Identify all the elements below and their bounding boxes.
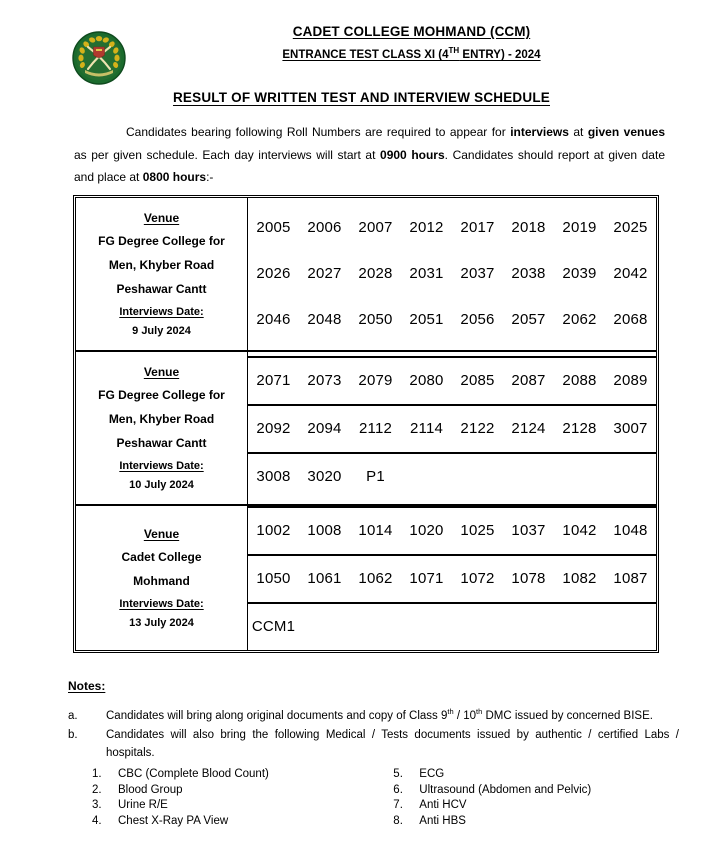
roll-row <box>248 205 656 251</box>
roll-number: 2048 <box>307 311 342 328</box>
roll-numbers-grid <box>248 356 656 500</box>
roll-number: 2079 <box>350 357 401 405</box>
doc-title: CADET COLLEGE MOHMAND (CCM) <box>292 24 531 39</box>
test-number: 6. <box>393 783 403 796</box>
doc-subtitle-before: ENTRANCE TEST CLASS XI (4 <box>282 49 449 61</box>
roll-row <box>248 507 656 555</box>
test-label: CBC (Complete Blood Count) <box>118 768 269 780</box>
roll-number: 2027 <box>307 265 342 282</box>
roll-number: 2039 <box>562 265 597 282</box>
roll-numbers-grid <box>248 205 656 343</box>
roll-number <box>605 453 656 500</box>
roll-numbers-cell <box>248 505 657 651</box>
roll-number: 1087 <box>605 555 656 603</box>
venue-label: Venue <box>143 211 180 225</box>
roll-number: 1025 <box>452 507 503 555</box>
roll-number: P1 <box>350 453 401 500</box>
title-block <box>140 22 683 65</box>
roll-number: 2062 <box>562 311 597 328</box>
intro-bold-0900-hours: 0900 hours <box>380 147 445 162</box>
test-number: 2. <box>92 783 102 796</box>
note-item <box>68 726 679 762</box>
roll-number: 3020 <box>299 453 350 500</box>
roll-number <box>401 603 452 650</box>
doc-subtitle-after: ENTRY) - 2024 <box>459 49 541 61</box>
note-marker: a. <box>68 710 78 722</box>
list-item <box>393 767 683 783</box>
roll-number: 2087 <box>503 357 554 405</box>
document-header <box>0 0 723 105</box>
intro-text-4: . Candidates should report at given date and place at <box>74 147 665 184</box>
roll-numbers-cell <box>248 351 657 505</box>
roll-number: 2114 <box>401 405 452 453</box>
interviews-date-value: 13 July 2024 <box>129 617 194 629</box>
venue-line: Men, Khyber Road <box>108 258 215 272</box>
roll-row <box>248 453 656 500</box>
roll-number <box>452 603 503 650</box>
roll-number: 2085 <box>452 357 503 405</box>
note-text: Candidates will also bring the following Medical / Tests documents issued by authentic / certified Labs / hospitals. <box>106 729 679 759</box>
roll-number: 1048 <box>605 507 656 555</box>
roll-number: 1071 <box>401 555 452 603</box>
schedule-table <box>75 197 657 651</box>
venue-line: Mohmand <box>133 574 190 588</box>
roll-number: 2031 <box>409 265 444 282</box>
note-text-mid: / 10 <box>453 710 477 722</box>
roll-number: 1072 <box>452 555 503 603</box>
venue-label: Venue <box>143 365 180 379</box>
roll-number: 2017 <box>460 219 495 236</box>
venue-line: Men, Khyber Road <box>108 412 215 426</box>
note-item <box>68 707 679 725</box>
roll-number <box>350 603 401 650</box>
roll-number: 1037 <box>503 507 554 555</box>
roll-number <box>299 603 350 650</box>
roll-number: 2012 <box>409 219 444 236</box>
roll-number: 2042 <box>613 265 648 282</box>
roll-row <box>248 405 656 453</box>
medical-tests-column-left <box>92 767 393 829</box>
table-row <box>76 198 657 352</box>
note-superscript-9th: th <box>447 707 454 717</box>
interviews-date-label: Interviews Date: <box>119 598 204 610</box>
college-crest-logo <box>72 31 126 85</box>
roll-number: 2071 <box>248 357 299 405</box>
roll-number: 2073 <box>299 357 350 405</box>
roll-number: 2019 <box>562 219 597 236</box>
roll-number <box>452 453 503 500</box>
roll-number: 3008 <box>248 453 299 500</box>
roll-number: 2046 <box>256 311 291 328</box>
roll-number: 1082 <box>554 555 605 603</box>
intro-text-2: at <box>568 125 588 139</box>
intro-text-3: as per given schedule. Each day interviews will start at <box>74 147 381 162</box>
list-item <box>92 783 393 799</box>
roll-number: 2038 <box>511 265 546 282</box>
note-marker: b. <box>68 729 78 741</box>
list-item <box>393 783 683 799</box>
interviews-date-label: Interviews Date: <box>119 460 204 472</box>
test-number: 4. <box>92 814 102 827</box>
intro-paragraph <box>74 121 665 189</box>
table-row <box>76 351 657 505</box>
roll-number: 2037 <box>460 265 495 282</box>
interviews-date-value: 10 July 2024 <box>129 479 194 491</box>
roll-numbers-cell <box>248 198 657 352</box>
venue-cell <box>76 351 248 505</box>
interviews-date-value: 9 July 2024 <box>132 325 191 337</box>
roll-number: 2080 <box>401 357 452 405</box>
schedule-table-wrapper <box>73 195 659 653</box>
roll-number: 1008 <box>299 507 350 555</box>
medical-tests-list <box>92 767 683 829</box>
notes-section <box>68 679 679 763</box>
note-text <box>106 707 679 725</box>
roll-number: 2089 <box>605 357 656 405</box>
roll-numbers-grid <box>248 506 656 650</box>
intro-bold-0800-hours: 0800 hours <box>142 170 207 184</box>
roll-number <box>605 603 656 650</box>
roll-number: 2007 <box>358 219 393 236</box>
intro-text-5: :- <box>206 170 214 184</box>
test-number: 8. <box>393 814 403 827</box>
roll-number: 2018 <box>511 219 546 236</box>
test-label: Blood Group <box>118 783 183 796</box>
venue-line: Peshawar Cantt <box>116 282 207 296</box>
list-item <box>92 814 393 830</box>
notes-title: Notes: <box>68 679 106 693</box>
roll-number: 2128 <box>554 405 605 453</box>
roll-number: 2088 <box>554 357 605 405</box>
roll-number <box>503 453 554 500</box>
note-text-after: DMC issued by concerned BISE. <box>482 710 653 722</box>
roll-number: 2006 <box>307 219 342 236</box>
test-number: 3. <box>92 799 102 811</box>
roll-number: 2094 <box>299 405 350 453</box>
list-item <box>393 814 683 830</box>
roll-number: 1050 <box>248 555 299 603</box>
roll-number: 2112 <box>350 405 401 453</box>
roll-number: 2050 <box>358 311 393 328</box>
roll-row <box>248 251 656 297</box>
doc-heading: RESULT OF WRITTEN TEST AND INTERVIEW SCHEDULE <box>172 90 550 105</box>
list-item <box>92 767 393 783</box>
test-label: Ultrasound (Abdomen and Pelvic) <box>419 783 592 796</box>
roll-number: 1020 <box>401 507 452 555</box>
roll-number: 2092 <box>248 405 299 453</box>
doc-subtitle <box>140 45 683 65</box>
intro-text-1: Candidates bearing following Roll Numbers are required to appear for <box>126 125 511 139</box>
test-label: Urine R/E <box>118 799 168 811</box>
test-label: Anti HBS <box>419 814 466 827</box>
note-text-before: Candidates will bring along original documents and copy of Class 9 <box>106 710 448 722</box>
interviews-date-label: Interviews Date: <box>119 306 204 318</box>
medical-tests-column-right <box>393 767 683 829</box>
venue-line: Peshawar Cantt <box>116 436 207 450</box>
roll-number: 2025 <box>613 219 648 236</box>
test-label: ECG <box>419 768 445 780</box>
venue-line: Cadet College <box>121 550 202 564</box>
roll-number <box>554 453 605 500</box>
roll-number <box>503 603 554 650</box>
intro-bold-interviews: interviews <box>510 125 569 139</box>
list-item <box>92 798 393 814</box>
venue-cell <box>76 505 248 651</box>
list-item <box>393 798 683 814</box>
roll-row <box>248 357 656 405</box>
roll-row <box>248 297 656 343</box>
roll-number: 1042 <box>554 507 605 555</box>
roll-number: 1078 <box>503 555 554 603</box>
roll-number <box>554 603 605 650</box>
venue-line: FG Degree College for <box>98 234 225 248</box>
roll-number: 2026 <box>256 265 291 282</box>
test-label: Chest X-Ray PA View <box>118 814 229 827</box>
roll-number: 2005 <box>256 219 291 236</box>
venue-line: FG Degree College for <box>98 388 225 402</box>
roll-number: 1061 <box>299 555 350 603</box>
test-number: 7. <box>393 799 403 811</box>
roll-number: 1062 <box>350 555 401 603</box>
roll-number: 3007 <box>605 405 656 453</box>
test-number: 1. <box>92 768 102 780</box>
note-superscript-10th: th <box>476 707 483 717</box>
roll-number: 2057 <box>511 311 546 328</box>
roll-number: 2056 <box>460 311 495 328</box>
roll-number: 2124 <box>503 405 554 453</box>
roll-number: 2122 <box>452 405 503 453</box>
test-label: Anti HCV <box>419 799 467 811</box>
venue-label: Venue <box>143 527 180 541</box>
venue-cell <box>76 198 248 352</box>
roll-number: 1014 <box>350 507 401 555</box>
roll-number: 2068 <box>613 311 648 328</box>
roll-number <box>401 453 452 500</box>
roll-row <box>248 603 656 650</box>
roll-row <box>248 555 656 603</box>
roll-number: CCM1 <box>248 603 299 650</box>
roll-number: 2051 <box>409 311 444 328</box>
roll-number: 2028 <box>358 265 393 282</box>
doc-subtitle-superscript: TH <box>448 46 460 56</box>
test-number: 5. <box>393 768 403 780</box>
intro-bold-given-venues: given venues <box>587 125 666 139</box>
roll-number: 1002 <box>248 507 299 555</box>
table-row <box>76 505 657 651</box>
